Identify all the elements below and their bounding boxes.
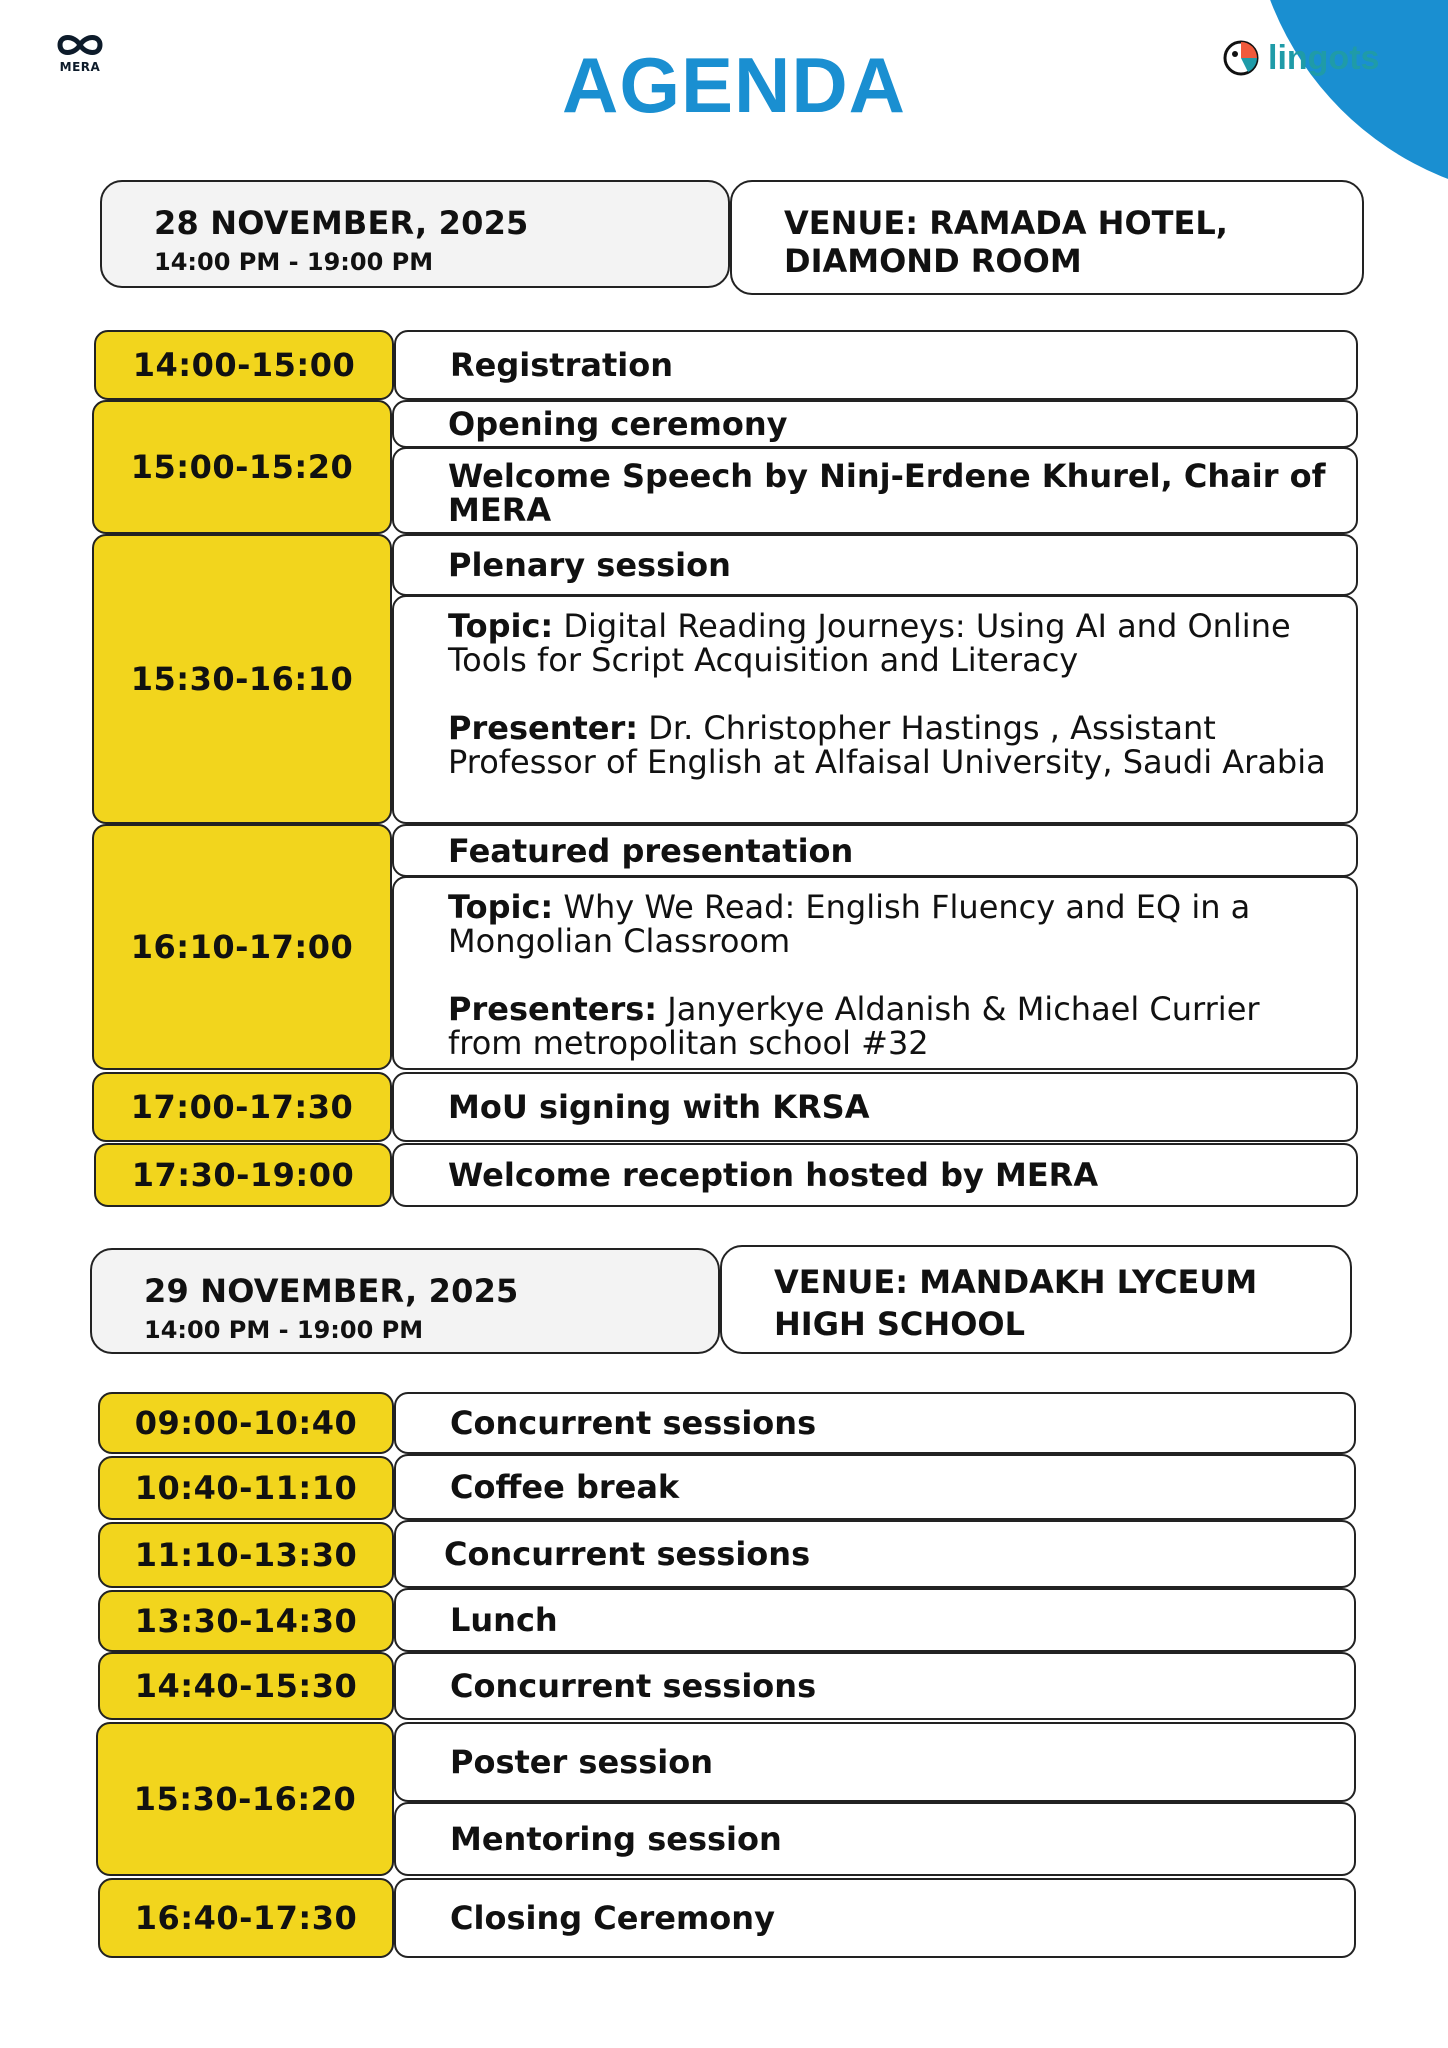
topic-text: Digital Reading Journeys: Using AI and Online Tools for Script Acquisition and Literacy [448,607,1291,679]
presenter-text: Janyerkye Aldanish & Michael Currier from metropolitan school #32 [448,990,1260,1062]
time-slot: 15:30-16:10 [92,534,392,824]
agenda-item: Concurrent sessions [394,1392,1356,1454]
session-details [392,876,1358,1070]
presenter-line [448,992,1326,1060]
agenda-item: Registration [394,330,1358,400]
agenda-item: Welcome reception hosted by MERA [392,1143,1358,1207]
agenda-item: Coffee break [394,1454,1356,1520]
parrot-icon [1222,39,1260,77]
day2-date: 29 NOVEMBER, 2025 [144,1272,519,1310]
agenda-item: Concurrent sessions [394,1520,1356,1588]
agenda-item: Plenary session [392,534,1358,596]
topic-label: Topic: [448,888,554,926]
time-slot: 11:10-13:30 [98,1522,394,1588]
day1-date: 28 NOVEMBER, 2025 [154,204,529,242]
time-slot: 14:40-15:30 [98,1652,394,1720]
lingots-logo-text: lingots [1268,38,1380,77]
presenter-text: Dr. Christopher Hastings , Assistant Professor of English at Alfaisal University, Saudi Arabia [448,709,1326,781]
agenda-item: Mentoring session [394,1802,1356,1876]
day1-venue-line1: VENUE: RAMADA HOTEL, [784,204,1228,242]
day2-date-box [90,1248,720,1354]
day2-hours: 14:00 PM - 19:00 PM [144,1316,424,1344]
presenter-label: Presenter: [448,709,639,747]
mera-logo-text: MERA [59,60,101,74]
topic-label: Topic: [448,607,554,645]
day1-hours: 14:00 PM - 19:00 PM [154,248,434,276]
session-details [392,595,1358,824]
time-slot: 16:10-17:00 [92,824,392,1070]
page-title: AGENDA [561,41,906,129]
topic-line [448,890,1326,958]
agenda-item: MoU signing with KRSA [392,1072,1358,1142]
agenda-item: Closing Ceremony [394,1878,1356,1958]
agenda-item: Lunch [394,1588,1356,1652]
day1-date-box [100,180,730,288]
day2-venue-line1: VENUE: MANDAKH LYCEUM [774,1263,1258,1301]
topic-text: Why We Read: English Fluency and EQ in a Mongolian Classroom [448,888,1251,960]
time-slot: 16:40-17:30 [98,1878,394,1958]
day2-venue-box [720,1245,1352,1354]
agenda-item: Opening ceremony [392,400,1358,448]
time-slot: 17:00-17:30 [92,1072,392,1142]
lingots-logo [1222,36,1379,80]
day2-venue-line2: HIGH SCHOOL [774,1305,1025,1343]
agenda-item: Welcome Speech by Ninj-Erdene Khurel, Chair of MERA [392,447,1358,534]
time-slot: 17:30-19:00 [94,1143,392,1207]
day1-venue-box [730,180,1364,295]
agenda-item: Poster session [394,1722,1356,1802]
time-slot: 15:30-16:20 [96,1722,394,1876]
presenter-label: Presenters: [448,990,658,1028]
time-slot: 15:00-15:20 [92,400,392,534]
time-slot: 13:30-14:30 [98,1590,394,1652]
agenda-item: Concurrent sessions [394,1652,1356,1720]
topic-line [448,609,1326,677]
time-slot: 09:00-10:40 [98,1392,394,1454]
time-slot: 14:00-15:00 [94,330,394,400]
presenter-line [448,711,1326,779]
time-slot: 10:40-11:10 [98,1456,394,1520]
agenda-item: Featured presentation [392,824,1358,877]
day1-venue-line2: DIAMOND ROOM [784,242,1082,280]
